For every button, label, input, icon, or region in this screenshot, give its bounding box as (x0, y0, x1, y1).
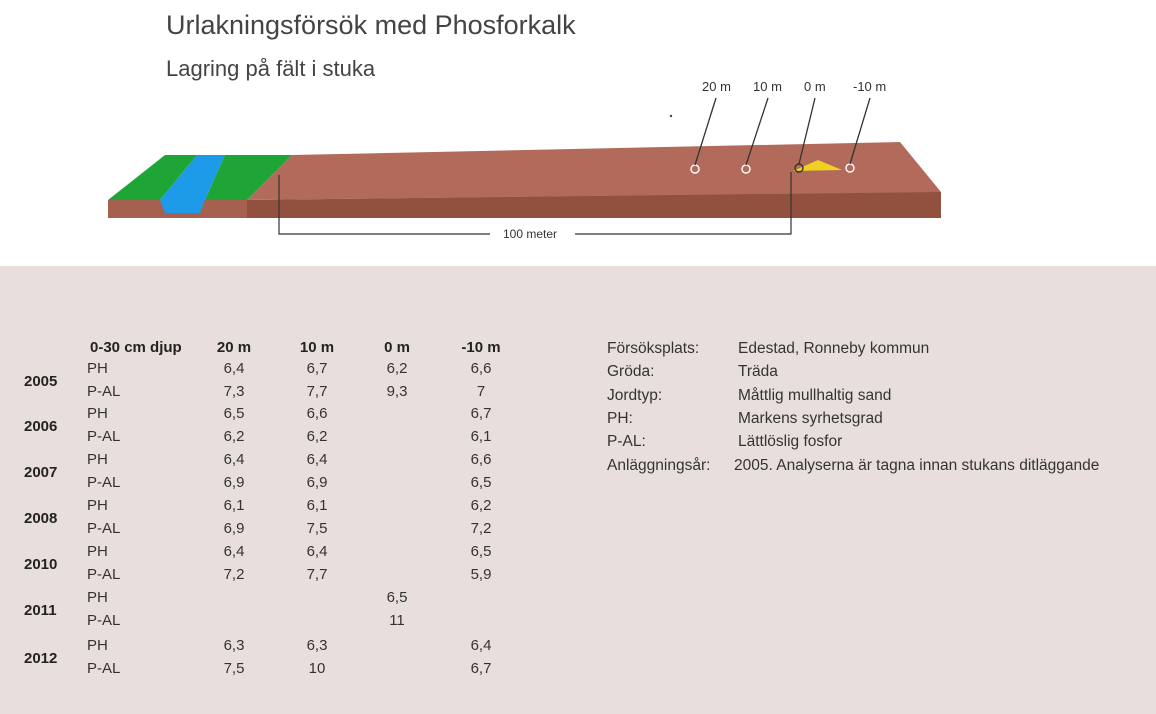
field-top (247, 142, 941, 200)
value-cell-pal-c0: 11 (389, 612, 405, 629)
info-value: Markens syrhetsgrad (738, 409, 883, 427)
value-cell-ph-c0: 6,5 (386, 589, 408, 606)
value-cell-pal-c10: 10 (308, 660, 326, 677)
value-cell-pal-cm10: 5,9 (470, 566, 492, 583)
marker-label-0m: 0 m (804, 79, 826, 94)
measure-label-pal: P-AL (87, 474, 121, 491)
info-key: Försöksplats: (607, 340, 700, 357)
value-cell-pal-c0: 9,3 (386, 383, 408, 400)
info-value: Lättlöslig fosfor (738, 433, 843, 451)
value-cell-pal-c10: 7,5 (306, 520, 328, 537)
info-value: 2005. Analyserna är tagna innan stukans ditläggande (734, 456, 1100, 474)
value-cell-pal-cm10: 7,2 (470, 520, 492, 537)
header-0m: 0 m (384, 339, 410, 356)
info-value: Måttlig mullhaltig sand (738, 386, 892, 404)
value-cell-ph-cm10: 6,5 (470, 543, 492, 560)
water-front (160, 200, 205, 213)
value-cell-ph-c10: 6,4 (306, 451, 328, 468)
info-key: Anläggningsår: (607, 456, 711, 474)
header-20m: 20 m (216, 339, 252, 356)
value-cell-ph-cm10: 6,6 (470, 451, 492, 468)
measure-label-ph: PH (87, 360, 108, 377)
value-cell-ph-c20: 6,4 (223, 543, 245, 560)
marker-label-minus10m: -10 m (853, 79, 887, 94)
info-key: Jordtyp: (607, 386, 663, 404)
value-cell-pal-c10: 6,2 (306, 428, 328, 445)
value-cell-ph-cm10: 6,4 (470, 637, 492, 654)
value-cell-ph-c20: 6,5 (223, 405, 245, 422)
value-cell-ph-c20: 6,3 (223, 637, 245, 654)
year-label: 2005 (24, 373, 58, 390)
value-cell-pal-c20: 7,2 (223, 566, 245, 583)
info-key: P-AL: (607, 433, 646, 451)
header-minus10m: -10 m (461, 339, 501, 356)
value-cell-pal-c10: 6,9 (306, 474, 328, 491)
value-cell-pal-cm10: 6,7 (470, 660, 492, 677)
page-subtitle: Lagring på fält i stuka (166, 56, 376, 81)
value-cell-pal-c20: 6,9 (223, 474, 245, 491)
marker-label-20m: 20 m (702, 79, 731, 94)
value-cell-ph-c20: 6,1 (223, 497, 245, 514)
header-depth: 0-30 cm djup (90, 339, 182, 356)
info-key: PH: (607, 409, 633, 427)
year-label: 2012 (24, 650, 58, 667)
measure-label-pal: P-AL (87, 520, 121, 537)
measure-label-pal: P-AL (87, 612, 121, 629)
measure-label-pal: P-AL (87, 383, 121, 400)
value-cell-ph-cm10: 6,6 (470, 360, 492, 377)
year-label: 2011 (24, 602, 57, 619)
year-label: 2006 (24, 418, 58, 435)
distance-label: 100 meter (503, 227, 558, 241)
measure-label-pal: P-AL (87, 428, 121, 445)
page-title: Urlakningsförsök med Phosforkalk (166, 10, 576, 40)
measure-label-ph: PH (87, 451, 108, 468)
measure-label-ph: PH (87, 405, 108, 422)
value-cell-ph-c10: 6,4 (306, 543, 328, 560)
measure-label-pal: P-AL (87, 566, 121, 583)
value-cell-ph-c10: 6,1 (306, 497, 328, 514)
info-value: Träda (738, 363, 778, 381)
info-key: Gröda: (607, 363, 655, 381)
value-cell-ph-c10: 6,6 (306, 405, 328, 422)
year-label: 2007 (24, 464, 58, 481)
measure-label-ph: PH (87, 637, 108, 654)
year-label: 2010 (24, 556, 58, 573)
measure-label-ph: PH (87, 589, 108, 606)
value-cell-ph-c10: 6,7 (306, 360, 328, 377)
value-cell-pal-cm10: 6,1 (470, 428, 492, 445)
stray-dot (670, 115, 672, 117)
value-cell-pal-c10: 7,7 (306, 566, 328, 583)
year-label: 2008 (24, 510, 58, 527)
value-cell-pal-cm10: 7 (476, 383, 486, 400)
value-cell-ph-c20: 6,4 (223, 451, 245, 468)
value-cell-ph-cm10: 6,2 (470, 497, 492, 514)
value-cell-ph-cm10: 6,7 (470, 405, 492, 422)
marker-label-10m: 10 m (753, 79, 782, 94)
value-cell-ph-c10: 6,3 (306, 637, 328, 654)
value-cell-ph-c20: 6,4 (223, 360, 245, 377)
value-cell-pal-c10: 7,7 (306, 383, 328, 400)
value-cell-pal-c20: 7,3 (223, 383, 245, 400)
value-cell-pal-c20: 6,2 (223, 428, 245, 445)
value-cell-pal-cm10: 6,5 (470, 474, 492, 491)
measure-label-ph: PH (87, 543, 108, 560)
value-cell-ph-c0: 6,2 (386, 360, 408, 377)
header-10m: 10 m (299, 339, 335, 356)
measure-label-pal: P-AL (87, 660, 121, 677)
info-value: Edestad, Ronneby kommun (738, 340, 930, 357)
value-cell-pal-c20: 6,9 (223, 520, 245, 537)
measure-label-ph: PH (87, 497, 108, 514)
data-panel (0, 266, 1156, 714)
diagram-panel (0, 0, 1156, 262)
value-cell-pal-c20: 7,5 (223, 660, 245, 677)
